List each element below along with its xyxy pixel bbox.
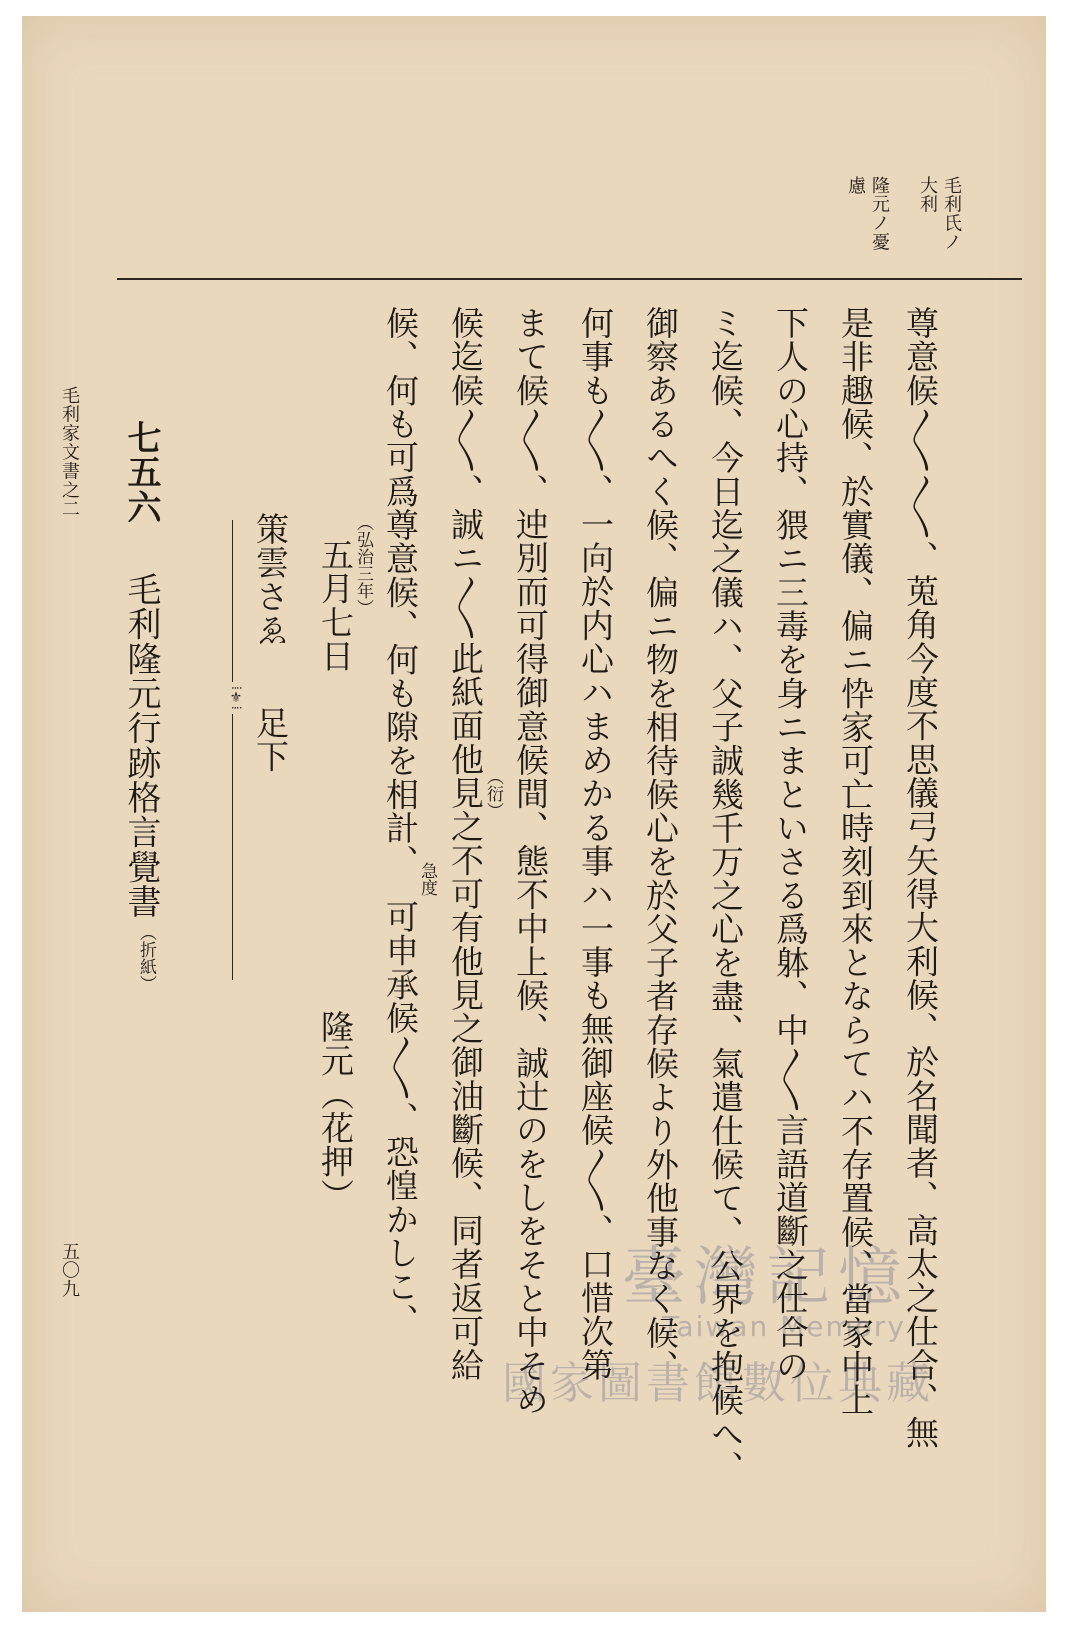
body-column-3: 下人の心持、猥ニ三毒を身ニまといさる爲躰、中〱言語道斷之仕合の (771, 306, 810, 1383)
document-number: 七五六 (121, 420, 161, 525)
marginal-note-line-4: 慮 (845, 176, 866, 195)
heading-separator-rule (232, 520, 233, 980)
running-head: 毛利家文書之二 (59, 386, 80, 519)
signature: 隆元（花押） (316, 1010, 355, 1212)
page-number: 五〇九 (59, 1242, 80, 1299)
body-column-6: 何事も〱、一向於内心ハまめかる事ハ一事も無御座候〱、口惜次第 (576, 306, 615, 1382)
document-format-note: （折紙） (136, 924, 156, 992)
body-column-1: 尊意候〱〱、莵角今度不思儀弓矢得大利候、於名聞者、高太之仕合、無 (901, 306, 940, 1450)
addressee-honorific: 足下 (251, 706, 290, 774)
document-page (22, 16, 1046, 1612)
body-column-7: まて候〱、迚別而可得御意候間、態不中上候、誠辻のをしをそと中そめ (511, 306, 550, 1417)
rule-ornament: ⁞⚜⁞ (223, 682, 243, 714)
marginal-note-line-1: 毛利氏ノ (941, 176, 962, 252)
watermark-subtitle: Taiwan Memory (662, 1310, 906, 1343)
top-rule (117, 278, 1022, 280)
body-column-8-annotation: （衍） (483, 768, 503, 819)
addressee: 策雲さゑ (251, 512, 290, 647)
document-title: 毛利隆元行跡格言覺書 (121, 572, 161, 919)
marginal-note-line-2: 大利 (917, 176, 938, 214)
body-column-5: 御察あるへく候、偏ニ物を相待候心を於父子者存候より外他事なく候、 (641, 306, 680, 1384)
watermark-title: 臺灣記憶 (622, 1241, 910, 1315)
watermark-institution: 國家圖書館數位典藏 (502, 1358, 934, 1409)
body-column-9-part-b: 可申承候〱、恐惶かしこ、 (381, 900, 420, 1337)
body-column-4: ミ迄候、今日迄之儀ハ、父子誠幾千万之心を盡、氣遣仕候て、公界を抱候へ、 (706, 306, 745, 1485)
marginal-note-line-3: 隆元ノ憂 (869, 176, 890, 252)
body-column-8: 候迄候〱、誠ニ〱此紙面他見之不可有他見之御油斷候、同者返可給 (446, 306, 485, 1382)
date-annotation: （弘治三年） (353, 514, 373, 616)
body-column-9-note: 急度 (417, 862, 437, 896)
body-column-2: 是非趣候、於實儀、偏ニ忰家可亡時刻到來とならてハ不存置候、當家中上 (836, 306, 875, 1417)
body-column-9-part-a: 候、何も可爲尊意候、何も隙を相計、 (381, 306, 420, 879)
date: 五月七日 (316, 538, 355, 673)
